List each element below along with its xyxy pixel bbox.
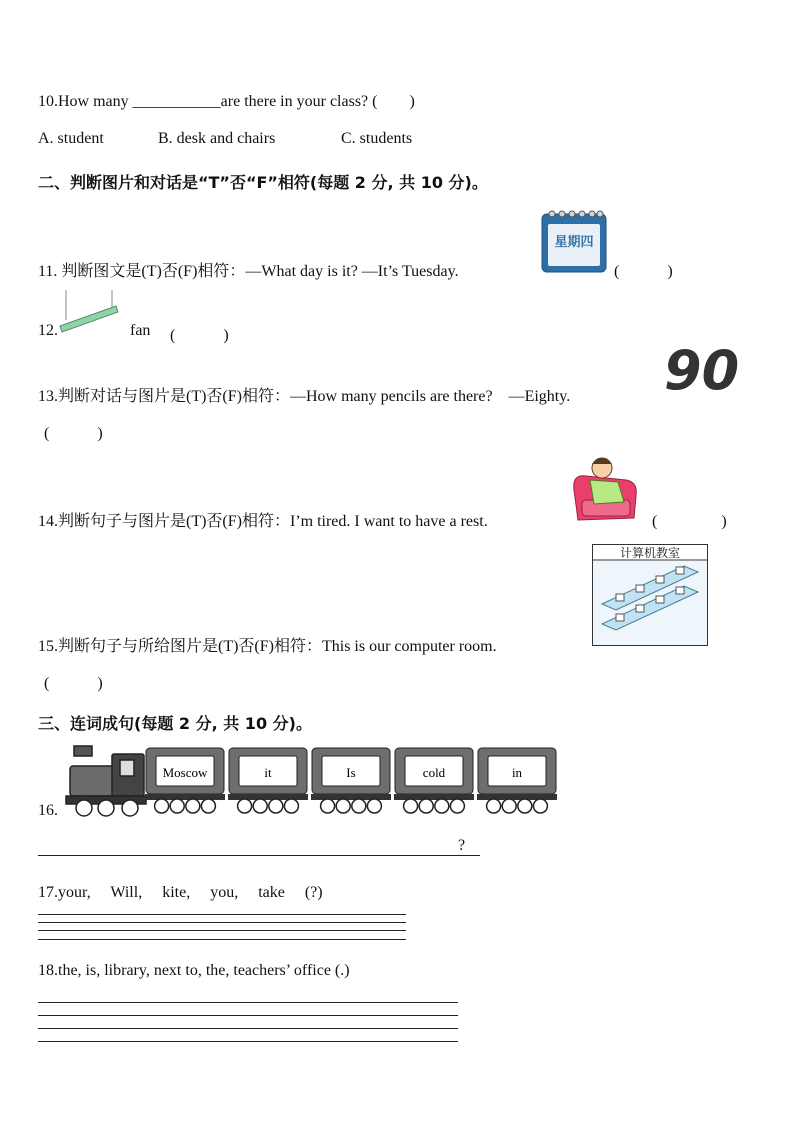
wheel-icon: [238, 799, 252, 813]
wheel-icon: [284, 799, 298, 813]
q14-text: 14.判断句子与图片是(T)否(F)相符：I’m tired. I want to have a rest.: [38, 513, 488, 530]
q10-option-b: B. desk and chairs: [158, 130, 276, 147]
wheel-icon: [435, 799, 449, 813]
train-icon: [64, 744, 564, 818]
wheel-icon: [269, 799, 283, 813]
q17-answer-line-1[interactable]: [38, 914, 406, 915]
computer-room-icon: [592, 544, 708, 646]
q15-text: 15.判断句子与所给图片是(T)否(F)相符：This is our computer room.: [38, 638, 497, 655]
fluorescent-lamp-icon: [58, 288, 120, 336]
train-car: [145, 748, 225, 813]
wheel-icon: [518, 799, 532, 813]
section2-heading: 二、判断图片和对话是“T”否“F”相符(每题 2 分, 共 10 分)。: [38, 173, 488, 192]
computer-room-caption: 计算机教室: [619, 546, 681, 560]
q16-number: 16.: [38, 802, 58, 819]
wheel-icon: [253, 799, 267, 813]
wheel-icon: [367, 799, 381, 813]
section3-heading: 三、连词成句(每题 2 分, 共 10 分)。: [38, 714, 312, 733]
q16-answer-line[interactable]: [38, 855, 480, 856]
q17-answer-line-2[interactable]: [38, 922, 406, 923]
q14-answer-paren: ( ): [652, 513, 727, 530]
q12-number: 12.: [38, 322, 58, 339]
q17-text: 17.your, Will, kite, you, take (?): [38, 884, 323, 901]
q18-answer-line-2[interactable]: [38, 1015, 458, 1016]
word-card-label: it: [264, 765, 272, 780]
train-car: [394, 748, 474, 813]
wheel-icon: [336, 799, 350, 813]
wheel-icon: [201, 799, 215, 813]
q18-answer-line-1[interactable]: [38, 1002, 458, 1003]
q13-text: 13.判断对话与图片是(T)否(F)相符：—How many pencils are there? —Eighty.: [38, 388, 571, 405]
wheel-icon: [419, 799, 433, 813]
calendar-label: 星期四: [554, 235, 594, 250]
wheel-icon: [533, 799, 547, 813]
word-card-label: cold: [422, 765, 446, 780]
q12-word: fan: [130, 322, 151, 339]
train-car: [228, 748, 308, 813]
q18-text: 18.the, is, library, next to, the, teachers’ office (.): [38, 962, 350, 979]
q11-answer-paren: ( ): [614, 263, 673, 280]
q11-text: 11. 判断图文是(T)否(F)相符：—What day is it? —It’s Tuesday.: [38, 263, 459, 280]
locomotive-icon: [66, 746, 146, 816]
number-ninety-image: 90: [664, 339, 740, 402]
wheel-icon: [450, 799, 464, 813]
train-car: [311, 748, 391, 813]
train-car: [477, 748, 557, 813]
q17-answer-line-4[interactable]: [38, 939, 406, 940]
word-card-label: in: [511, 765, 523, 780]
wheel-icon: [321, 799, 335, 813]
q10-text: 10.How many ___________are there in your class? ( ): [38, 93, 415, 110]
q15-answer-paren: ( ): [44, 675, 103, 692]
q12-answer-paren: ( ): [170, 327, 229, 344]
q13-answer-paren: ( ): [44, 425, 103, 442]
word-card-label: Moscow: [162, 765, 208, 780]
q10-option-c: C. students: [341, 130, 413, 147]
wheel-icon: [404, 799, 418, 813]
tired-boy-sofa-icon: [568, 450, 644, 524]
q17-answer-line-3[interactable]: [38, 930, 406, 931]
wheel-icon: [186, 799, 200, 813]
word-card-label: Is: [346, 765, 356, 780]
q18-answer-line-3[interactable]: [38, 1028, 458, 1029]
wheel-icon: [502, 799, 516, 813]
wheel-icon: [352, 799, 366, 813]
wheel-icon: [155, 799, 169, 813]
q16-end-mark: ?: [458, 837, 466, 854]
wheel-icon: [170, 799, 184, 813]
q18-answer-line-4[interactable]: [38, 1041, 458, 1042]
q10-option-a: A. student: [38, 130, 104, 147]
wheel-icon: [487, 799, 501, 813]
calendar-thursday-icon: [540, 206, 608, 274]
